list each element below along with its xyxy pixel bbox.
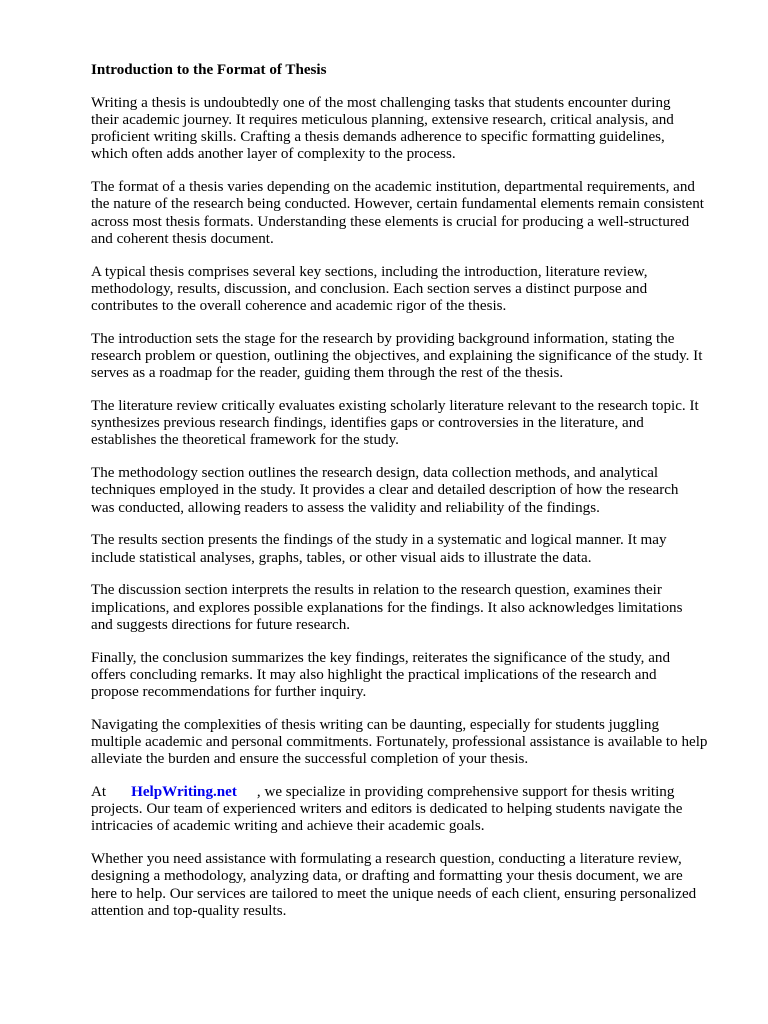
- body-paragraph: [91, 95, 731, 164]
- closing-line: here to help. Our services are tailored to meet the unique needs of each client, ensuring personalized: [91, 885, 697, 902]
- paragraph-line: Finally, the conclusion summarizes the key findings, reiterates the significance of the study, and: [91, 649, 670, 666]
- paragraph-line: Writing a thesis is undoubtedly one of the most challenging tasks that students encounter during: [91, 94, 671, 111]
- paragraph-line: offers concluding remarks. It may also highlight the practical implications of the research and: [91, 666, 657, 683]
- promo-prefix: At: [91, 784, 107, 801]
- paragraph-line: The discussion section interprets the results in relation to the research question, examines their: [91, 582, 662, 599]
- body-paragraph: [91, 717, 731, 769]
- body-paragraph: [91, 532, 731, 566]
- paragraph-line: The format of a thesis varies depending on the academic institution, departmental requirements, and: [91, 179, 695, 196]
- paragraph-line: propose recommendations for further inquiry.: [91, 684, 367, 701]
- body-paragraph: [91, 179, 731, 248]
- promo-line: intricacies of academic writing and achieve their academic goals.: [91, 818, 485, 835]
- paragraph-line: proficient writing skills. Crafting a thesis demands adherence to specific formatting guidelines,: [91, 129, 665, 146]
- promo-suffix: , we specialize in providing comprehensive support for thesis writing: [256, 784, 675, 801]
- closing-line: Whether you need assistance with formulating a research question, conducting a literature review,: [91, 851, 682, 868]
- paragraph-line: A typical thesis comprises several key sections, including the introduction, literature review,: [91, 263, 648, 280]
- paragraph-line: contributes to the overall coherence and academic rigor of the thesis.: [91, 298, 507, 315]
- paragraph-line: Navigating the complexities of thesis writing can be daunting, especially for students juggling: [91, 716, 659, 733]
- closing-paragraph: [91, 851, 731, 920]
- paragraph-line: The literature review critically evaluates existing scholarly literature relevant to the research topic. It: [91, 398, 699, 415]
- paragraph-line: serves as a roadmap for the reader, guiding them through the rest of the thesis.: [91, 365, 564, 382]
- document-page: [91, 62, 731, 936]
- paragraph-line: and coherent thesis document.: [91, 230, 274, 247]
- paragraph-line: The results section presents the findings of the study in a systematic and logical manner. It may: [91, 532, 667, 549]
- paragraph-line: was conducted, allowing readers to assess the validity and reliability of the findings.: [91, 499, 600, 516]
- paragraph-line: and suggests directions for future research.: [91, 616, 351, 633]
- body-paragraph: [91, 650, 731, 702]
- promo-paragraph: [91, 784, 731, 836]
- paragraph-line: The introduction sets the stage for the research by providing background information, stating the: [91, 330, 675, 347]
- body-paragraph: [91, 398, 731, 450]
- body-paragraph: [91, 465, 731, 517]
- paragraph-line: across most thesis formats. Understanding these elements is crucial for producing a well-structured: [91, 213, 690, 230]
- body-paragraph: [91, 264, 731, 316]
- paragraph-line: the nature of the research being conducted. However, certain fundamental elements remain consistent: [91, 196, 704, 213]
- body-paragraph: [91, 331, 731, 383]
- closing-line: designing a methodology, analyzing data, or drafting and formatting your thesis document, we are: [91, 868, 683, 885]
- paragraph-line: include statistical analyses, graphs, tables, or other visual aids to illustrate the data.: [91, 549, 592, 566]
- document-title: Introduction to the Format of Thesis: [91, 62, 327, 78]
- paragraph-line: establishes the theoretical framework for the study.: [91, 432, 399, 449]
- helpwriting-link[interactable]: HelpWriting.net: [131, 784, 237, 801]
- promo-first-line: [91, 784, 731, 801]
- paragraph-line: their academic journey. It requires meticulous planning, extensive research, critical analysis, and: [91, 112, 674, 128]
- paragraph-line: synthesizes previous research findings, identifies gaps or controversies in the literature, and: [91, 415, 644, 432]
- paragraph-line: research problem or question, outlining the objectives, and explaining the significance of the study. It: [91, 348, 703, 365]
- promo-line: projects. Our team of experienced writers and editors is dedicated to helping students navigate the: [91, 801, 683, 818]
- paragraph-line: The methodology section outlines the research design, data collection methods, and analytical: [91, 465, 659, 482]
- paragraph-line: multiple academic and personal commitments. Fortunately, professional assistance is available to help: [91, 734, 708, 751]
- paragraph-line: alleviate the burden and ensure the successful completion of your thesis.: [91, 751, 529, 768]
- paragraph-line: methodology, results, discussion, and conclusion. Each section serves a distinct purpose and: [91, 280, 648, 297]
- body-paragraphs: [91, 95, 731, 769]
- body-paragraph: [91, 582, 731, 634]
- paragraph-line: techniques employed in the study. It provides a clear and detailed description of how the research: [91, 482, 679, 499]
- paragraph-line: implications, and explores possible explanations for the findings. It also acknowledges limitations: [91, 599, 683, 616]
- closing-line: attention and top-quality results.: [91, 902, 287, 919]
- paragraph-line: which often adds another layer of complexity to the process.: [91, 146, 456, 163]
